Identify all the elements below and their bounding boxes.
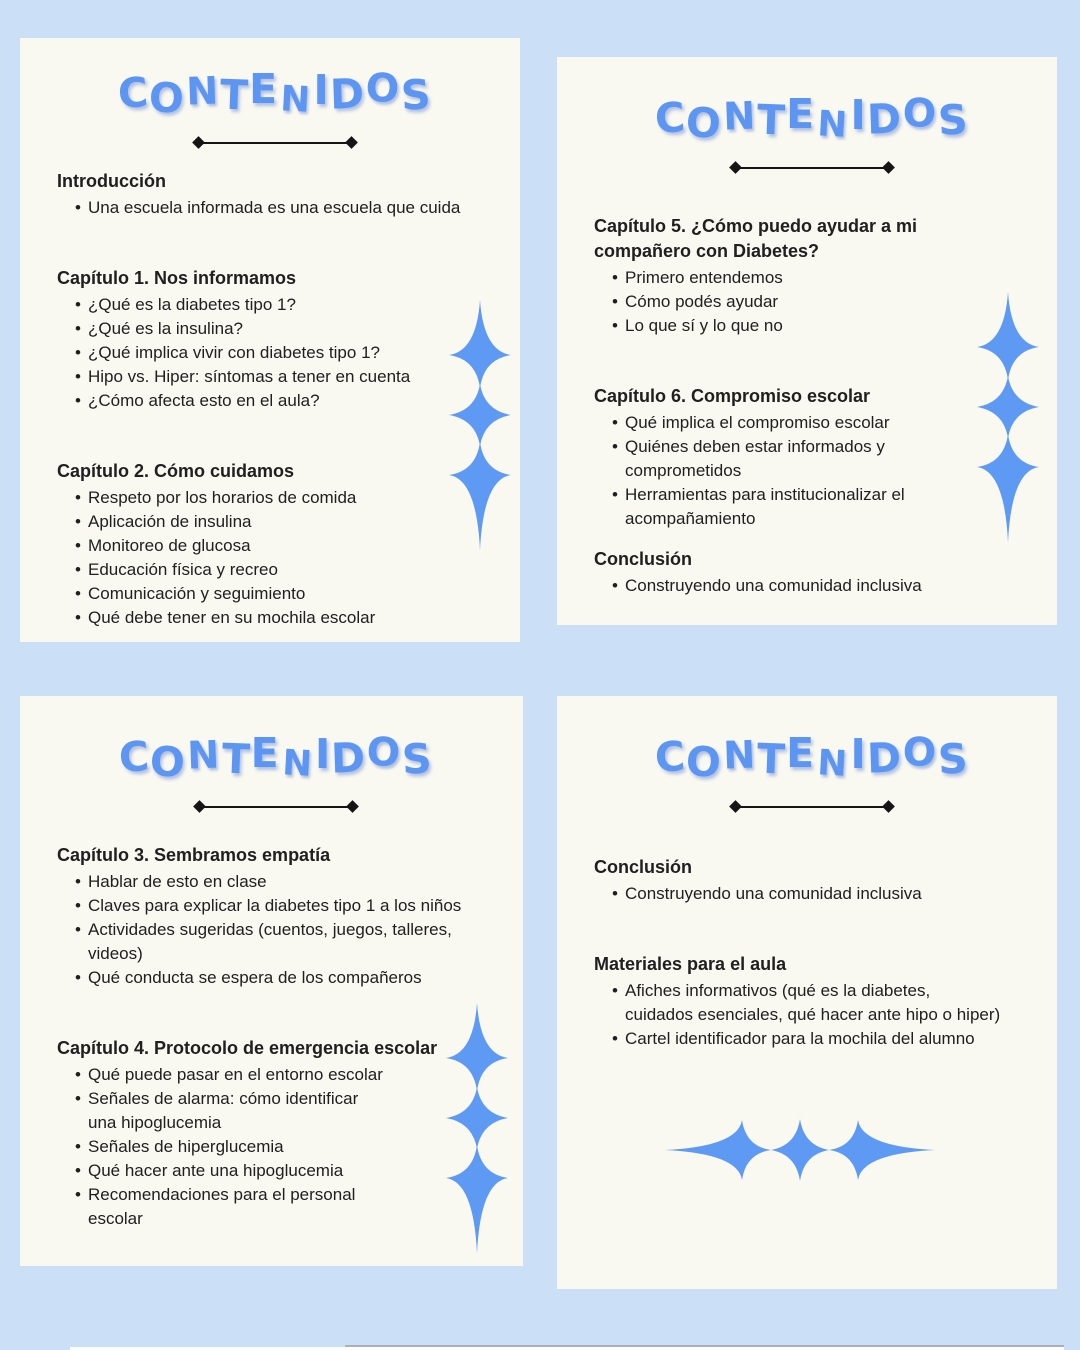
divider — [731, 163, 893, 172]
toc-item: • Quiénes deben estar informados y comprometidos — [594, 435, 926, 483]
section-items — [594, 882, 1002, 906]
panel-content — [557, 728, 1057, 1051]
toc-section-capitulo-5 — [594, 214, 1029, 338]
section-heading: Introducción — [57, 171, 166, 191]
toc-item: • Aplicación de insulina — [57, 510, 485, 534]
toc-section-capitulo-6 — [594, 384, 1029, 531]
divider-diamond-icon — [729, 800, 742, 813]
sparkle-stars-row-icon — [665, 1118, 935, 1182]
section-items — [594, 574, 1022, 598]
divider-diamond-icon — [346, 800, 359, 813]
sparkle-stars-icon — [976, 292, 1040, 542]
toc-item: • Lo que sí y lo que no — [594, 314, 1022, 338]
toc-item: • Qué conducta se espera de los compañeros — [57, 966, 485, 990]
section-items — [57, 870, 485, 990]
section-heading: Capítulo 4. Protocolo de emergencia escolar — [57, 1038, 438, 1058]
toc-item: • ¿Qué implica vivir con diabetes tipo 1? — [57, 341, 485, 365]
toc-item: • Qué puede pasar en el entorno escolar — [57, 1063, 389, 1087]
section-heading: Capítulo 5. ¿Cómo puedo ayudar a mi compañero con Diabetes? — [594, 216, 918, 261]
sparkle-stars-icon — [445, 1003, 509, 1253]
toc-item: • Qué implica el compromiso escolar — [594, 411, 926, 435]
toc-section-materiales — [594, 952, 1029, 1051]
section-items — [57, 293, 485, 413]
toc-item: • ¿Qué es la diabetes tipo 1? — [57, 293, 485, 317]
toc-item: • Qué debe tener en su mochila escolar — [57, 606, 485, 630]
toc-item: • Educación física y recreo — [57, 558, 485, 582]
divider-diamond-icon — [345, 136, 358, 149]
sparkle-stars-icon — [448, 300, 512, 550]
toc-item: • Primero entendemos — [594, 266, 1022, 290]
toc-item: • ¿Cómo afecta esto en el aula? — [57, 389, 485, 413]
section-items — [57, 1063, 389, 1231]
toc-item: • Respeto por los horarios de comida — [57, 486, 485, 510]
divider-diamond-icon — [192, 136, 205, 149]
section-items — [57, 196, 485, 220]
toc-panel-bottom-right — [557, 696, 1057, 1289]
divider-diamond-icon — [193, 800, 206, 813]
toc-item: • Señales de hiperglucemia — [57, 1135, 389, 1159]
divider — [731, 802, 893, 811]
next-page-edge-shadow — [345, 1345, 1064, 1347]
toc-item: • Monitoreo de glucosa — [57, 534, 485, 558]
toc-item: • Señales de alarma: cómo identificar una hipoglucemia — [57, 1087, 389, 1135]
toc-section-capitulo-3 — [57, 843, 495, 990]
divider-line — [738, 167, 886, 169]
divider-line — [202, 806, 350, 808]
toc-section-conclusion — [594, 547, 1029, 598]
divider — [194, 138, 356, 147]
toc-item: • Hablar de esto en clase — [57, 870, 485, 894]
section-heading: Conclusión — [594, 857, 692, 877]
section-items — [594, 266, 1022, 338]
section-items — [594, 411, 926, 531]
section-heading: Materiales para el aula — [594, 954, 787, 974]
toc-item: • ¿Qué es la insulina? — [57, 317, 485, 341]
page-title: CONTENIDOS — [653, 89, 970, 148]
toc-item: • Una escuela informada es una escuela que cuida — [57, 196, 485, 220]
section-items — [57, 486, 485, 630]
toc-section-capitulo-1 — [57, 266, 492, 413]
toc-item: • Construyendo una comunidad inclusiva — [594, 574, 1022, 598]
toc-panel-top-left — [20, 38, 520, 642]
divider-diamond-icon — [882, 161, 895, 174]
toc-section-conclusion — [594, 855, 1029, 906]
toc-item: • Cómo podés ayudar — [594, 290, 1022, 314]
section-items — [594, 979, 1002, 1051]
toc-panel-bottom-left — [20, 696, 523, 1266]
divider — [195, 802, 357, 811]
panel-content — [20, 64, 520, 630]
toc-item: • Cartel identificador para la mochila del alumno — [594, 1027, 1002, 1051]
toc-item: • Qué hacer ante una hipoglucemia — [57, 1159, 389, 1183]
toc-section-introduccion — [57, 169, 492, 220]
toc-item: • Herramientas para institucionalizar el acompañamiento — [594, 483, 926, 531]
divider-line — [201, 142, 349, 144]
page-title: CONTENIDOS — [116, 64, 433, 123]
page-title: CONTENIDOS — [653, 728, 970, 787]
page-title: CONTENIDOS — [117, 728, 434, 787]
toc-item: • Comunicación y seguimiento — [57, 582, 485, 606]
toc-section-capitulo-2 — [57, 459, 492, 630]
toc-section-capitulo-4 — [57, 1036, 495, 1231]
section-heading: Conclusión — [594, 549, 692, 569]
toc-item: • Construyendo una comunidad inclusiva — [594, 882, 1002, 906]
toc-item: • Afiches informativos (qué es la diabetes, cuidados esenciales, qué hacer ante hipo o hiper) — [594, 979, 1002, 1027]
toc-item: • Recomendaciones para el personal escolar — [57, 1183, 389, 1231]
section-heading: Capítulo 6. Compromiso escolar — [594, 386, 871, 406]
toc-item: • Claves para explicar la diabetes tipo 1 a los niños — [57, 894, 485, 918]
toc-item: • Actividades sugeridas (cuentos, juegos, talleres, videos) — [57, 918, 485, 966]
section-heading: Capítulo 3. Sembramos empatía — [57, 845, 331, 865]
toc-panel-top-right — [557, 57, 1057, 625]
divider-diamond-icon — [882, 800, 895, 813]
section-heading: Capítulo 2. Cómo cuidamos — [57, 461, 295, 481]
toc-item: • Hipo vs. Hiper: síntomas a tener en cuenta — [57, 365, 485, 389]
divider-diamond-icon — [729, 161, 742, 174]
divider-line — [738, 806, 886, 808]
section-heading: Capítulo 1. Nos informamos — [57, 268, 297, 288]
